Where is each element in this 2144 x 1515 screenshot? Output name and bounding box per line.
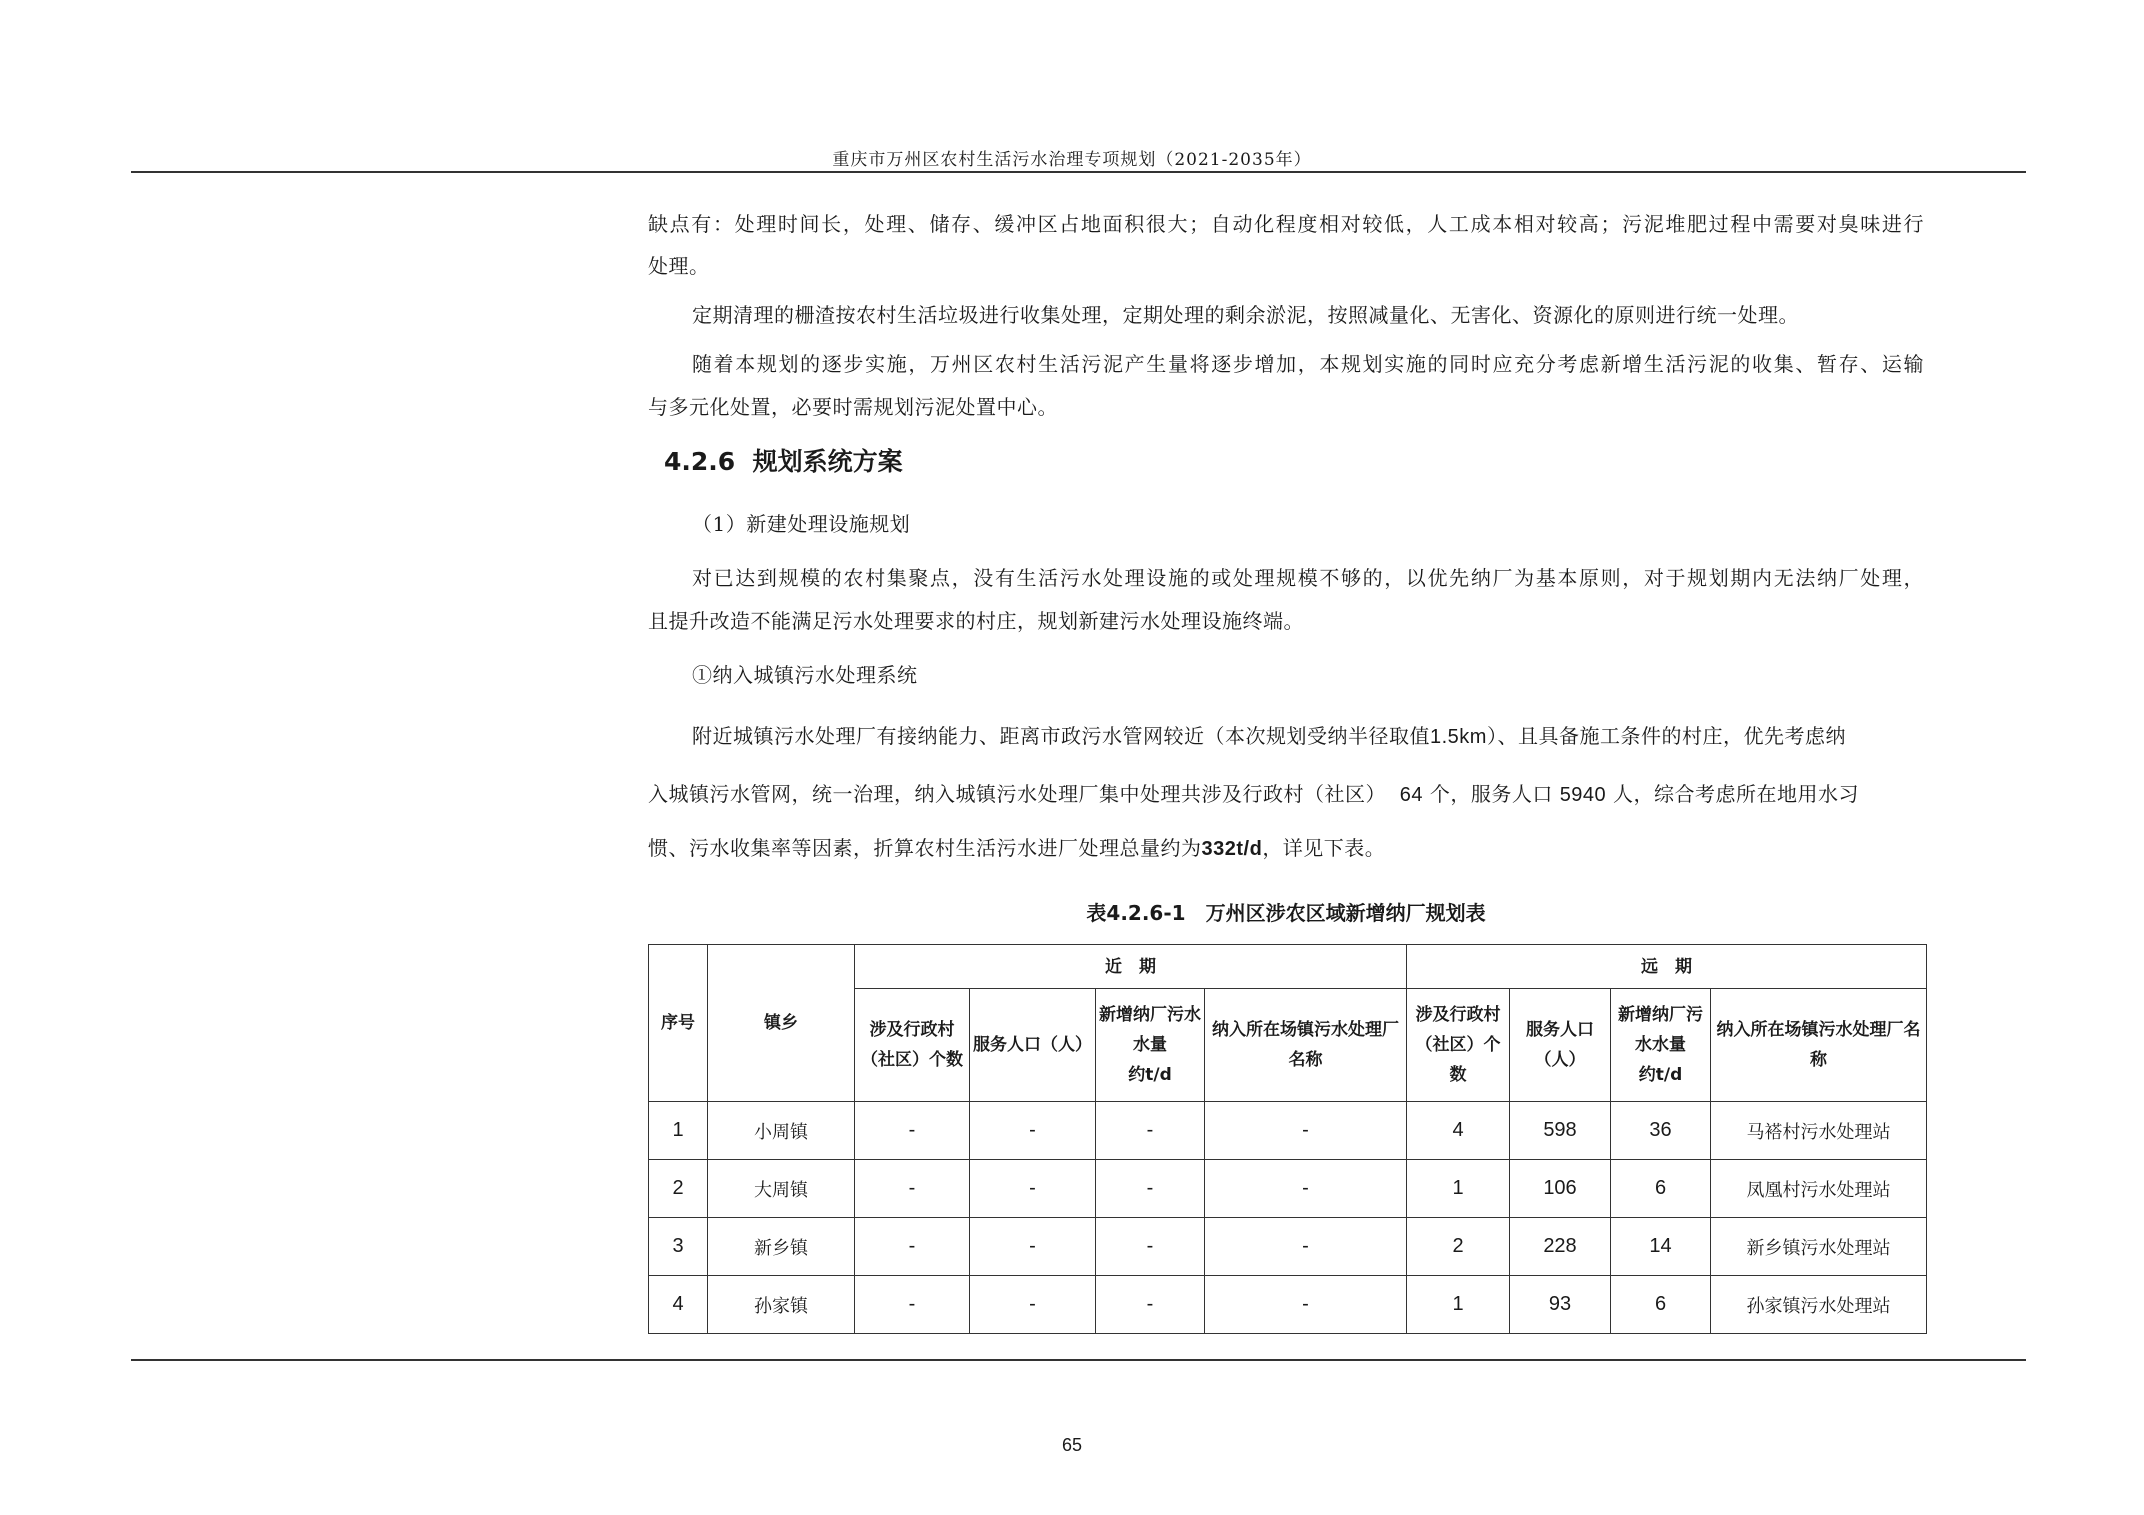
text-span: ，详见下表。 xyxy=(1262,836,1386,860)
cell-seq: 1 xyxy=(649,1102,708,1160)
text-span: 附近城镇污水处理厂有接纳能力、距离市政污水管网较近（本次规划受纳半径取值 xyxy=(692,724,1430,748)
cell-far-population: 106 xyxy=(1510,1160,1611,1218)
cell-far-villages: 2 xyxy=(1407,1218,1510,1276)
header-rule xyxy=(131,171,2026,173)
column-header-flow xyxy=(1096,989,1205,1102)
paragraph-line xyxy=(648,720,1968,749)
cell-near-population: - xyxy=(970,1160,1096,1218)
column-header-plant: 纳入所在场镇污水处理厂名称 xyxy=(1205,989,1407,1102)
paragraph-line: 处理。 xyxy=(648,254,710,278)
column-header-town: 镇乡 xyxy=(708,945,855,1102)
cell-near-villages: - xyxy=(855,1102,970,1160)
flow-unit: 约t/d xyxy=(1638,1065,1683,1085)
cell-seq: 3 xyxy=(649,1218,708,1276)
cell-far-flow: 6 xyxy=(1611,1160,1711,1218)
column-header-villages: 涉及行政村（社区）个数 xyxy=(1407,989,1510,1102)
paragraph-line: 定期清理的栅渣按农村生活垃圾进行收集处理，定期处理的剩余淤泥，按照减量化、无害化、资源化的原则进行统一处理。 xyxy=(692,303,1799,327)
table-row xyxy=(649,1218,1927,1276)
cell-near-flow: - xyxy=(1096,1218,1205,1276)
cell-near-flow: - xyxy=(1096,1102,1205,1160)
population-value: 5940 xyxy=(1559,784,1607,806)
paragraph-line xyxy=(648,778,1924,807)
table-row xyxy=(649,1160,1927,1218)
total-flow-value: 332t/d xyxy=(1201,838,1263,860)
page-number: 65 xyxy=(1061,1435,1083,1455)
paragraph-line: 缺点有：处理时间长，处理、储存、缓冲区占地面积很大；自动化程度相对较低，人工成本相对较高；污泥堆肥过程中需要对臭味进行 xyxy=(648,212,1924,236)
section-heading xyxy=(664,442,903,478)
village-count: 64 xyxy=(1399,784,1423,806)
group-header-long-term: 远 期 xyxy=(1407,945,1927,989)
paragraph-line: 与多元化处置，必要时需规划污泥处置中心。 xyxy=(648,395,1058,419)
cell-far-plant: 孙家镇污水处理站 xyxy=(1711,1276,1927,1334)
column-header-seq: 序号 xyxy=(649,945,708,1102)
cell-near-plant: - xyxy=(1205,1218,1407,1276)
cell-town: 新乡镇 xyxy=(708,1218,855,1276)
paragraph-line: 对已达到规模的农村集聚点，没有生活污水处理设施的或处理规模不够的，以优先纳厂为基本原则，对于规划期内无法纳厂处理， xyxy=(692,566,1924,590)
cell-near-population: - xyxy=(970,1276,1096,1334)
cell-far-population: 598 xyxy=(1510,1102,1611,1160)
cell-far-villages: 4 xyxy=(1407,1102,1510,1160)
cell-far-villages: 1 xyxy=(1407,1160,1510,1218)
cell-near-villages: - xyxy=(855,1218,970,1276)
paragraph-line: 随着本规划的逐步实施，万州区农村生活污泥产生量将逐步增加，本规划实施的同时应充分考虑新增生活污泥的收集、暂存、运输 xyxy=(692,352,1924,376)
radius-value: 1.5km xyxy=(1430,726,1487,748)
cell-far-flow: 6 xyxy=(1611,1276,1711,1334)
paragraph-line xyxy=(648,832,1924,861)
text-span: ）、且具备施工条件的村庄，优先考虑纳 xyxy=(1486,724,1846,748)
group-header-near-term: 近 期 xyxy=(855,945,1407,989)
cell-near-population: - xyxy=(970,1218,1096,1276)
flow-label: 新增纳厂污水水量 xyxy=(1099,1005,1201,1055)
paragraph-line: 且提升改造不能满足污水处理要求的村庄，规划新建污水处理设施终端。 xyxy=(648,609,1304,633)
cell-far-villages: 1 xyxy=(1407,1276,1510,1334)
cell-near-population: - xyxy=(970,1102,1096,1160)
subsection-title: （1）新建处理设施规划 xyxy=(692,512,911,536)
text-span: 惯、污水收集率等因素，折算农村生活污水进厂处理总量约为 xyxy=(648,836,1202,860)
cell-near-plant: - xyxy=(1205,1276,1407,1334)
section-number: 4.2.6 xyxy=(664,447,736,476)
cell-town: 大周镇 xyxy=(708,1160,855,1218)
column-header-plant: 纳入所在场镇污水处理厂名称 xyxy=(1711,989,1927,1102)
text-span: 人，综合考虑所在地用水习 xyxy=(1613,782,1860,806)
table-caption: 表4.2.6-1 万州区涉农区域新增纳厂规划表 xyxy=(1086,901,1486,925)
cell-near-plant: - xyxy=(1205,1160,1407,1218)
cell-far-flow: 36 xyxy=(1611,1102,1711,1160)
plan-table xyxy=(648,944,1927,1334)
cell-seq: 2 xyxy=(649,1160,708,1218)
column-header-flow xyxy=(1611,989,1711,1102)
cell-far-population: 93 xyxy=(1510,1276,1611,1334)
column-header-population: 服务人口（人） xyxy=(1510,989,1611,1102)
cell-near-flow: - xyxy=(1096,1276,1205,1334)
section-title: 规划系统方案 xyxy=(752,447,903,476)
column-header-villages: 涉及行政村（社区）个数 xyxy=(855,989,970,1102)
running-header: 重庆市万州区农村生活污水治理专项规划（2021-2035年） xyxy=(832,150,1312,170)
cell-far-plant: 凤凰村污水处理站 xyxy=(1711,1160,1927,1218)
cell-seq: 4 xyxy=(649,1276,708,1334)
cell-town: 孙家镇 xyxy=(708,1276,855,1334)
text-span: 入城镇污水管网，统一治理，纳入城镇污水处理厂集中处理共涉及行政村（社区） xyxy=(648,782,1386,806)
cell-far-plant: 新乡镇污水处理站 xyxy=(1711,1218,1927,1276)
column-header-population: 服务人口（人） xyxy=(970,989,1096,1102)
cell-far-flow: 14 xyxy=(1611,1218,1711,1276)
cell-near-flow: - xyxy=(1096,1160,1205,1218)
table-row xyxy=(649,1276,1927,1334)
flow-label: 新增纳厂污水水量 xyxy=(1618,1005,1703,1055)
footer-rule xyxy=(131,1359,2026,1361)
cell-near-villages: - xyxy=(855,1160,970,1218)
table-row xyxy=(649,1102,1927,1160)
flow-unit: 约t/d xyxy=(1128,1065,1172,1085)
cell-town: 小周镇 xyxy=(708,1102,855,1160)
cell-far-plant: 马褡村污水处理站 xyxy=(1711,1102,1927,1160)
text-span: 个，服务人口 xyxy=(1429,782,1553,806)
list-item-title: ①纳入城镇污水处理系统 xyxy=(692,663,918,687)
cell-far-population: 228 xyxy=(1510,1218,1611,1276)
cell-near-villages: - xyxy=(855,1276,970,1334)
cell-near-plant: - xyxy=(1205,1102,1407,1160)
